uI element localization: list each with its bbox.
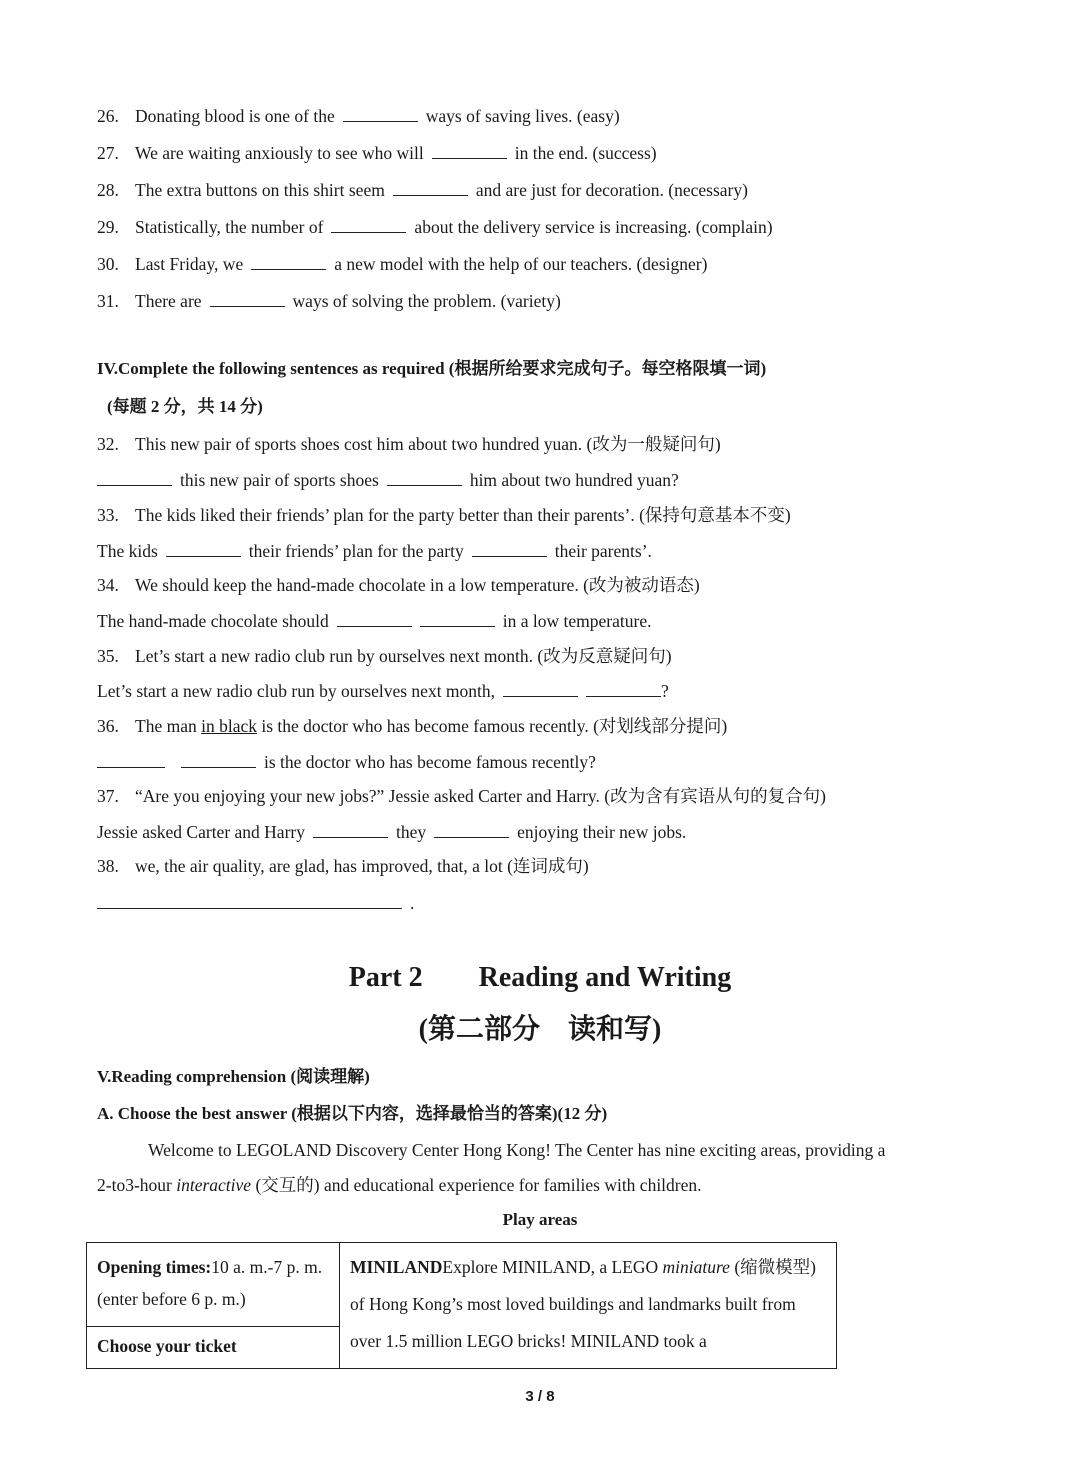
part-2-title: Part 2 Reading and Writing: [348, 962, 732, 993]
question-27: 27. We are waiting anxiously to see who will in the end. (success): [97, 143, 657, 163]
answer-blank[interactable]: [166, 542, 241, 557]
answer-blank[interactable]: [472, 542, 547, 557]
play-areas-table: [86, 1242, 837, 1369]
passage-line-1: Welcome to LEGOLAND Discovery Center Hong Kong! The Center has nine exciting areas, providing a: [148, 1140, 886, 1160]
miniland-cell: MINILANDExplore MINILAND, a LEGO miniature (缩微模型) of Hong Kong’s most loved buildings and landmarks built from over 1.5 million LEGO bricks! MINILAND took a: [340, 1243, 837, 1369]
answer-blank[interactable]: [313, 823, 388, 838]
question-36: 36. The man in black is the doctor who has become famous recently. (对划线部分提问): [97, 716, 728, 736]
opening-times-cell: Opening times:10 a. m.-7 p. m.(enter before 6 p. m.): [87, 1243, 340, 1327]
question-30: 30. Last Friday, we a new model with the help of our teachers. (designer): [97, 254, 708, 274]
section-4-score: (每题 2 分，共 14 分): [107, 397, 263, 416]
passage-line-2: 2-to3-hour interactive (交互的) and educational experience for families with children.: [97, 1175, 702, 1195]
answer-32: this new pair of sports shoes him about two hundred yuan?: [97, 469, 679, 491]
question-35: 35. Let’s start a new radio club run by ourselves next month. (改为反意疑问句): [97, 646, 672, 666]
answer-37: Jessie asked Carter and Harry they enjoying their new jobs.: [97, 822, 687, 842]
answer-blank[interactable]: [420, 612, 495, 627]
question-32: 32. This new pair of sports shoes cost him about two hundred yuan. (改为一般疑问句): [97, 434, 721, 454]
question-38: 38. we, the air quality, are glad, has improved, that, a lot (连词成句): [97, 856, 589, 876]
answer-blank[interactable]: [337, 612, 412, 627]
part-2-subtitle: (第二部分 读和写): [418, 1014, 662, 1045]
answer-blank[interactable]: [97, 753, 165, 768]
answer-34: The hand-made chocolate should in a low temperature.: [97, 611, 652, 631]
question-26: 26. Donating blood is one of the ways of saving lives. (easy): [97, 106, 620, 126]
answer-35: Let’s start a new radio club run by ourselves next month, ?: [97, 681, 669, 701]
section-4-title: IV.Complete the following sentences as required (根据所给要求完成句子。每空格限填一词): [97, 359, 767, 378]
answer-blank[interactable]: [503, 682, 578, 697]
section-a-title: A. Choose the best answer (根据以下内容，选择最恰当的答案)(12 分): [97, 1104, 608, 1123]
section-5-title: V.Reading comprehension (阅读理解): [97, 1067, 370, 1086]
question-33: 33. The kids liked their friends’ plan for the party better than their parents’. (保持句意基本不变): [97, 505, 791, 525]
underlined-phrase: in black: [201, 716, 257, 736]
answer-blank[interactable]: [432, 144, 507, 159]
answer-38: .: [97, 892, 414, 914]
answer-blank[interactable]: [434, 823, 509, 838]
answer-blank[interactable]: [210, 292, 285, 307]
answer-33: The kids their friends’ plan for the party their parents’.: [97, 541, 652, 561]
answer-blank[interactable]: [181, 753, 256, 768]
page-number: 3 / 8: [525, 1388, 555, 1405]
answer-blank[interactable]: [343, 107, 418, 122]
question-28: 28. The extra buttons on this shirt seem and are just for decoration. (necessary): [97, 180, 748, 200]
question-34: 34. We should keep the hand-made chocolate in a low temperature. (改为被动语态): [97, 575, 700, 595]
question-37: 37. “Are you enjoying your new jobs?” Jessie asked Carter and Harry. (改为含有宾语从句的复合句): [97, 786, 826, 806]
question-29: 29. Statistically, the number of about the delivery service is increasing. (complain): [97, 217, 773, 237]
answer-blank[interactable]: [97, 894, 402, 909]
answer-blank[interactable]: [97, 471, 172, 486]
answer-blank[interactable]: [393, 181, 468, 196]
answer-blank[interactable]: [331, 218, 406, 233]
answer-blank[interactable]: [251, 255, 326, 270]
answer-36: is the doctor who has become famous recently?: [97, 751, 596, 773]
table-caption: Play areas: [502, 1210, 578, 1229]
ticket-cell: Choose your ticket: [87, 1326, 340, 1368]
question-31: 31. There are ways of solving the problem. (variety): [97, 291, 561, 311]
answer-blank[interactable]: [387, 471, 462, 486]
answer-blank[interactable]: [586, 682, 661, 697]
